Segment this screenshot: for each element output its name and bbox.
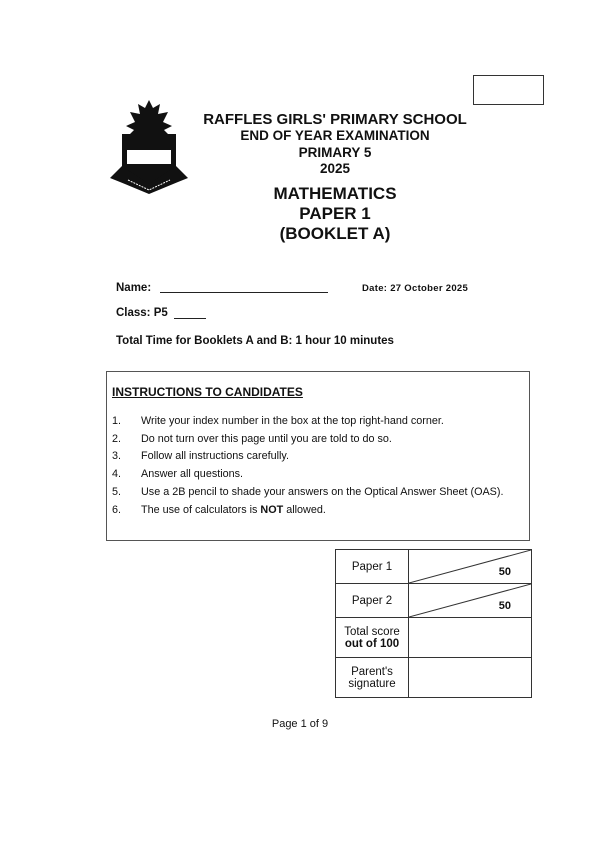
table-row	[336, 658, 532, 698]
table-row	[336, 584, 532, 618]
name-label: Name:	[116, 282, 152, 294]
instruction-item: 1. Write your index number in the box at the top right-hand corner.	[112, 414, 444, 427]
instruction-num-6: 6.	[112, 503, 122, 516]
name-field[interactable]	[160, 292, 328, 293]
school-name: RAFFLES GIRLS' PRIMARY SCHOOL	[203, 111, 467, 128]
class-label: Class: P5	[116, 307, 168, 319]
index-number-box[interactable]	[473, 75, 544, 105]
paper-title: PAPER 1	[299, 204, 371, 223]
exam-date: Date: 27 October 2025	[362, 283, 469, 294]
row-label: Total score out of 100	[336, 618, 409, 658]
level: PRIMARY 5	[298, 145, 372, 160]
row-label: Paper 1	[336, 550, 409, 584]
instruction-item: 3. Follow all instructions carefully.	[112, 450, 290, 463]
score-cell-paper-1[interactable]	[409, 550, 532, 584]
instructions-title: INSTRUCTIONS TO CANDIDATES	[112, 385, 303, 399]
total-time: Total Time for Booklets A and B: 1 hour 10 minutes	[116, 335, 394, 347]
year: 2025	[319, 161, 351, 176]
max-marks: 50	[498, 600, 511, 612]
class-field[interactable]	[174, 318, 206, 319]
row-label: Parent's signature	[336, 658, 409, 698]
instruction-item: 4. Answer all questions.	[112, 468, 244, 481]
subject-title: MATHEMATICS	[273, 184, 397, 203]
booklet-title: (BOOKLET A)	[279, 224, 391, 243]
score-table	[335, 549, 532, 698]
table-row	[336, 618, 532, 658]
max-marks: 50	[498, 566, 511, 578]
row-label: Paper 2	[336, 584, 409, 618]
instruction-item: 6. The use of calculators is NOT allowed.	[112, 503, 326, 516]
table-row	[336, 550, 532, 584]
instruction-item: 5. Use a 2B pencil to shade your answers on the Optical Answer Sheet (OAS).	[112, 486, 504, 499]
score-cell-paper-2[interactable]	[409, 584, 532, 618]
parent-signature-cell[interactable]	[409, 658, 532, 698]
page-number: Page 1 of 9	[271, 718, 329, 730]
total-score-cell[interactable]	[409, 618, 532, 658]
instruction-item: 2. Do not turn over this page until you are told to do so.	[112, 432, 392, 445]
exam-name: END OF YEAR EXAMINATION	[240, 128, 430, 143]
instructions-list	[112, 412, 522, 519]
